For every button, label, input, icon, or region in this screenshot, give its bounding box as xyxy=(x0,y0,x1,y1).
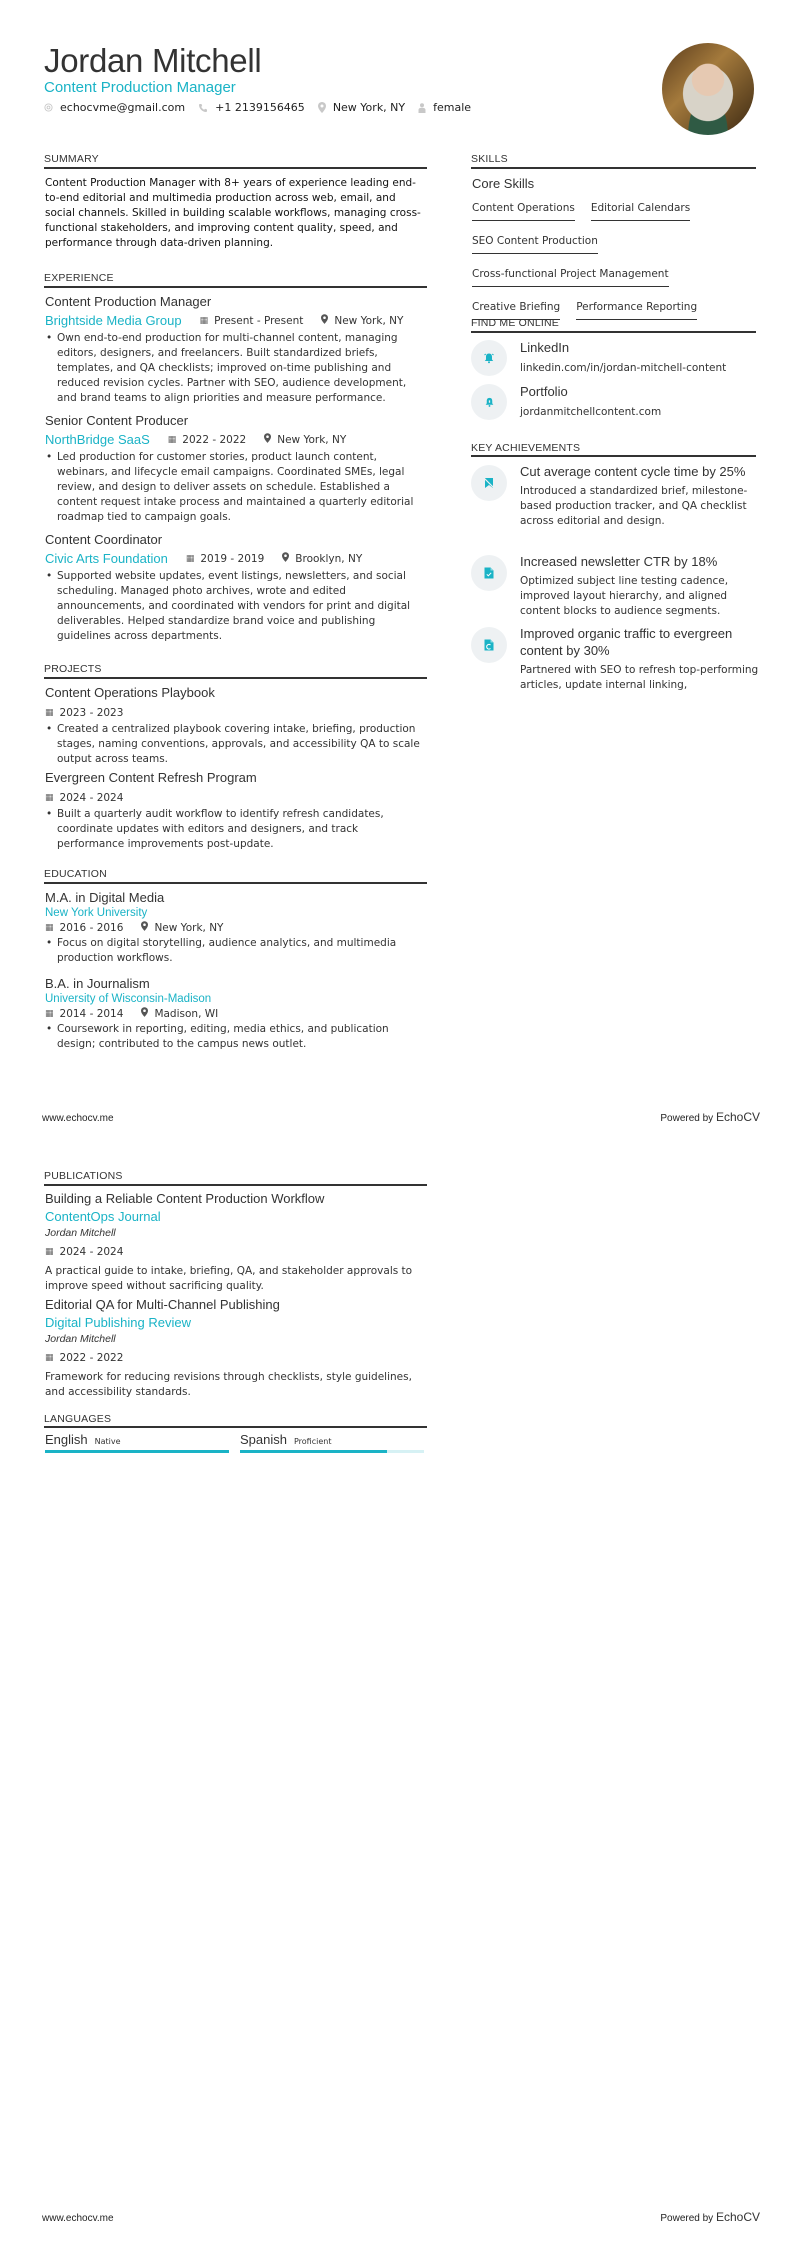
skills-group xyxy=(472,176,757,328)
contact-location xyxy=(318,101,405,114)
online-link[interactable]: jordanmitchellcontent.com xyxy=(520,406,662,418)
bell-icon xyxy=(483,349,495,368)
company-name: Civic Arts Foundation xyxy=(45,551,168,566)
education-item xyxy=(45,976,427,1052)
skills-row xyxy=(472,196,757,229)
location-text: New York, NY xyxy=(277,433,347,446)
job-location xyxy=(264,433,346,446)
calendar-icon: ▦ xyxy=(167,434,177,445)
publication-author: Jordan Mitchell xyxy=(45,1333,116,1345)
phone-text: +1 2139156465 xyxy=(215,101,305,114)
footer-powered-by[interactable] xyxy=(660,2210,760,2224)
section-divider xyxy=(471,331,756,333)
online-item-portfolio[interactable] xyxy=(520,384,760,418)
education-meta-row xyxy=(45,921,427,934)
achievement-item xyxy=(520,625,760,693)
location-text: Madison, WI xyxy=(154,1007,219,1020)
section-heading-languages: LANGUAGES xyxy=(44,1413,112,1425)
summary-text: Content Production Manager with 8+ years of experience leading end-to-end editorial and multimedia production across web, email, and social channels. Skilled in building scalable workflows, managing cross-functional stakeholders, and improving content quality, speed, and performance through data-driven planning. xyxy=(45,177,421,249)
section-heading-summary: SUMMARY xyxy=(44,153,99,165)
dates-text: 2022 - 2022 xyxy=(59,1352,124,1364)
map-pin-icon xyxy=(318,102,326,113)
achievement-title: Improved organic traffic to evergreen content by 30% xyxy=(520,626,733,658)
project-bullet: • Built a quarterly audit workflow to identify refresh candidates, coordinate updates with editors and designers, and track performance improvements post-update. xyxy=(45,807,427,852)
job-title: Content Coordinator xyxy=(45,532,163,547)
proficiency-fill xyxy=(240,1450,387,1453)
degree-title: M.A. in Digital Media xyxy=(45,890,165,905)
footer-powered-by[interactable] xyxy=(660,1110,760,1124)
calendar-icon: ▦ xyxy=(199,315,209,326)
brand-name: EchoCV xyxy=(715,1110,760,1124)
brand-name: EchoCV xyxy=(715,2210,760,2224)
job-meta-row xyxy=(45,313,427,328)
powered-by-text: Powered by xyxy=(660,1113,714,1124)
job-location xyxy=(282,552,362,565)
calendar-icon: ▦ xyxy=(185,553,195,564)
school-name: New York University xyxy=(45,907,148,919)
contact-phone[interactable] xyxy=(198,101,305,114)
school-name: University of Wisconsin-Madison xyxy=(45,993,212,1005)
dates-text: 2024 - 2024 xyxy=(59,1246,124,1258)
section-divider xyxy=(44,286,427,288)
location-text: New York, NY xyxy=(154,921,224,934)
bell-icon xyxy=(484,393,495,412)
education-location xyxy=(141,1007,218,1020)
section-heading-projects: PROJECTS xyxy=(44,663,102,675)
achievement-icon-badge xyxy=(471,555,507,591)
section-heading-achievements: KEY ACHIEVEMENTS xyxy=(471,442,581,454)
job-dates xyxy=(186,553,264,565)
skills-group-title: Core Skills xyxy=(472,176,535,191)
section-divider xyxy=(44,1184,427,1186)
project-title: Content Operations Playbook xyxy=(45,685,215,700)
publication-dates xyxy=(45,1352,123,1364)
map-pin-icon xyxy=(141,1007,148,1020)
achievement-item xyxy=(520,463,760,529)
achievement-item xyxy=(520,553,760,619)
online-label: LinkedIn xyxy=(520,340,570,355)
location-text: New York, NY xyxy=(334,314,404,327)
at-icon xyxy=(44,103,53,112)
job-meta-row xyxy=(45,551,427,566)
section-divider xyxy=(44,882,427,884)
section-heading-education: EDUCATION xyxy=(44,868,107,880)
project-title: Evergreen Content Refresh Program xyxy=(45,770,257,785)
resume-page-2 xyxy=(0,1123,794,2246)
footer-site-link[interactable]: www.echocv.me xyxy=(42,1113,114,1124)
location-text: Brooklyn, NY xyxy=(295,552,363,565)
online-icon-badge xyxy=(471,340,507,376)
section-heading-publications: PUBLICATIONS xyxy=(44,1170,123,1182)
section-divider xyxy=(44,677,427,679)
calendar-icon: ▦ xyxy=(45,922,54,933)
education-location xyxy=(141,921,223,934)
achievement-desc: Introduced a standardized brief, milestone-based production tracker, and QA checklist across editorial and design. xyxy=(520,485,748,527)
calendar-icon: ▦ xyxy=(45,1008,54,1019)
company-name: Brightside Media Group xyxy=(45,313,182,328)
dates-text: Present - Present xyxy=(214,314,304,327)
map-pin-icon xyxy=(141,921,148,934)
language-level: Native xyxy=(94,1437,121,1446)
achievement-icon-badge xyxy=(471,465,507,501)
language-proficiency-bar xyxy=(45,1450,229,1453)
education-meta-row xyxy=(45,1007,427,1020)
skill-tag: Performance Reporting xyxy=(576,301,697,320)
language-name: English xyxy=(45,1432,88,1447)
experience-item xyxy=(45,532,427,644)
dates-text: 2023 - 2023 xyxy=(59,707,124,719)
achievement-icon-badge xyxy=(471,627,507,663)
online-link[interactable]: linkedin.com/in/jordan-mitchell-content xyxy=(520,362,727,374)
project-item xyxy=(45,770,427,852)
education-dates xyxy=(45,1008,123,1020)
publication-title: Editorial QA for Multi-Channel Publishing xyxy=(45,1297,280,1312)
calendar-icon: ▦ xyxy=(45,1247,54,1257)
online-item-linkedin[interactable] xyxy=(520,340,760,374)
education-bullet: • Focus on digital storytelling, audience analytics, and multimedia production workflows. xyxy=(45,936,427,966)
map-pin-icon xyxy=(321,314,328,327)
project-dates xyxy=(45,792,123,804)
publication-title: Building a Reliable Content Production Workflow xyxy=(45,1191,325,1206)
language-level: Proficient xyxy=(293,1437,332,1446)
file-check-icon xyxy=(484,564,494,583)
education-item xyxy=(45,890,427,966)
phone-icon xyxy=(198,103,208,113)
section-heading-online: FIND ME ONLINE xyxy=(471,317,559,329)
education-dates xyxy=(45,922,123,934)
section-heading-skills: SKILLS xyxy=(471,153,508,165)
job-bullet: • Led production for customer stories, product launch content, webinars, and lifecycle email campaigns. Coordinated SMEs, legal review, and design to deliver assets on schedule. Established a content request intake process and maintained a quarterly editorial roadmap tied to campaign goals. xyxy=(45,450,427,525)
footer-site-link[interactable]: www.echocv.me xyxy=(42,2213,114,2224)
person-icon xyxy=(418,103,426,113)
job-title: Content Production Manager xyxy=(45,294,212,309)
achievement-desc: Optimized subject line testing cadence, improved layout hierarchy, and aligned content blocks to audience segments. xyxy=(520,575,729,617)
section-divider xyxy=(471,455,756,457)
project-bullet: • Created a centralized playbook covering intake, briefing, production stages, naming conventions, approvals, and accessibility QA to scale output across teams. xyxy=(45,722,427,767)
section-heading-experience: EXPERIENCE xyxy=(44,272,114,284)
project-dates xyxy=(45,707,123,719)
experience-item xyxy=(45,294,427,406)
experience-item xyxy=(45,413,427,525)
section-divider xyxy=(44,1426,427,1428)
candidate-name: Jordan Mitchell xyxy=(44,42,262,79)
profile-photo xyxy=(662,43,754,135)
language-item xyxy=(45,1432,229,1453)
degree-title: B.A. in Journalism xyxy=(45,976,150,991)
proficiency-fill xyxy=(45,1450,229,1453)
job-bullet: • Own end-to-end production for multi-channel content, managing editors, designers, and freelancers. Built standardized briefs, templates, and QA checklists; improved on-time publishing and reduced revision cycles. Partner with SEO, audience development, and brand teams to align priorities and measure performance. xyxy=(45,331,427,406)
publication-item xyxy=(45,1191,427,1294)
dates-text: 2024 - 2024 xyxy=(59,792,124,804)
achievement-title: Cut average content cycle time by 25% xyxy=(520,464,746,479)
publication-author: Jordan Mitchell xyxy=(45,1227,116,1239)
email-text: echocvme@gmail.com xyxy=(60,101,186,114)
company-name: NorthBridge SaaS xyxy=(45,432,150,447)
contact-email[interactable] xyxy=(44,101,185,114)
achievement-title: Increased newsletter CTR by 18% xyxy=(520,554,718,569)
section-divider xyxy=(471,167,756,169)
contact-gender xyxy=(418,101,471,114)
calendar-icon: ▦ xyxy=(45,1353,54,1363)
publisher-name: Digital Publishing Review xyxy=(45,1315,191,1330)
job-meta-row xyxy=(45,432,427,447)
calendar-icon: ▦ xyxy=(45,793,54,803)
calendar-icon: ▦ xyxy=(45,708,54,718)
job-location xyxy=(321,314,403,327)
publication-desc: Framework for reducing revisions through checklists, style guidelines, and accessibility standards. xyxy=(45,1371,412,1398)
skill-tag: Cross-functional Project Management xyxy=(472,268,669,287)
skills-row xyxy=(472,262,757,295)
publication-desc: A practical guide to intake, briefing, QA, and stakeholder approvals to improve speed without sacrificing quality. xyxy=(45,1265,413,1292)
skills-row xyxy=(472,229,757,262)
contact-row xyxy=(44,101,484,114)
dates-text: 2014 - 2014 xyxy=(59,1007,124,1020)
dates-text: 2019 - 2019 xyxy=(200,552,265,565)
gender-text: female xyxy=(433,101,472,114)
publication-dates xyxy=(45,1246,123,1258)
publisher-name: ContentOps Journal xyxy=(45,1209,161,1224)
candidate-role: Content Production Manager xyxy=(44,79,236,96)
project-item xyxy=(45,685,427,767)
online-icon-badge xyxy=(471,384,507,420)
skill-tag: SEO Content Production xyxy=(472,235,598,254)
dates-text: 2016 - 2016 xyxy=(59,921,124,934)
online-label: Portfolio xyxy=(520,384,568,399)
section-divider xyxy=(44,167,427,169)
skill-tag: Content Operations xyxy=(472,202,575,221)
language-proficiency-bar xyxy=(240,1450,424,1453)
map-pin-icon xyxy=(264,433,271,446)
bookmark-slash-icon xyxy=(483,474,495,493)
powered-by-text: Powered by xyxy=(660,2213,714,2224)
achievement-desc: Partnered with SEO to refresh top-performing articles, update internal linking, xyxy=(520,664,759,691)
language-item xyxy=(240,1432,424,1453)
job-title: Senior Content Producer xyxy=(45,413,189,428)
language-name: Spanish xyxy=(240,1432,287,1447)
location-text: New York, NY xyxy=(332,101,406,114)
skill-tag: Creative Briefing xyxy=(472,301,560,320)
job-bullet: • Supported website updates, event listings, newsletters, and social scheduling. Managed photo archives, wrote and edited announcements, and coordinated with vendors for print and digital deliverables. Helped standardize brand voice and publishing guidelines across departments. xyxy=(45,569,427,644)
job-dates xyxy=(200,315,304,327)
map-pin-icon xyxy=(282,552,289,565)
dates-text: 2022 - 2022 xyxy=(182,433,247,446)
job-dates xyxy=(168,434,246,446)
file-chart-icon xyxy=(484,636,494,655)
education-bullet: • Coursework in reporting, editing, media ethics, and publication design; contributed to the campus news outlet. xyxy=(45,1022,427,1052)
publication-item xyxy=(45,1297,427,1400)
skill-tag: Editorial Calendars xyxy=(591,202,690,221)
